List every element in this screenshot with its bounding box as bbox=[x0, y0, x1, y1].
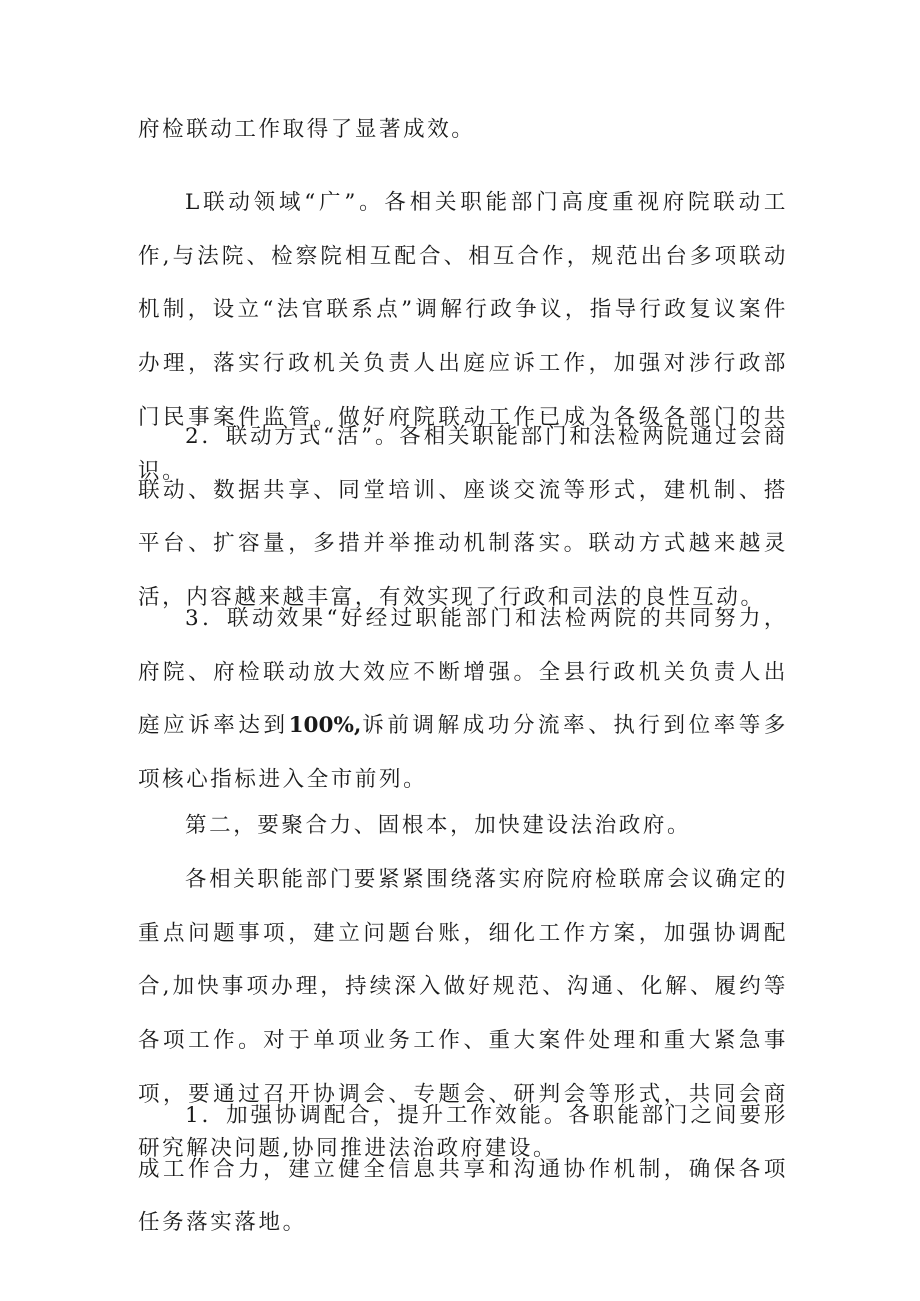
paragraph-item-3 bbox=[138, 592, 788, 807]
paragraph-item-3-text-after: 诉前调解成功分流率、执行到位率等多项核心指标进入全市前列。 bbox=[138, 713, 788, 793]
paragraph-item-1: L联动领域“广”。各相关职能部门高度重视府院联动工作,与法院、检察院相互配合、相互合作，规范出台多项联动机制，设立“法官联系点”调解行政争议，指导行政复议案件办理，落实行政机关负责人出庭应诉工作，加强对涉行政部门民事案件监管。做好府院联动工作已成为各级各部门的共识。 bbox=[138, 190, 788, 484]
paragraph-item-2: 2．联动方式“活”。各相关职能部门和法检两院通过会商联动、数据共享、同堂培训、座谈交流等形式，建机制、搭平台、扩容量，多措并举推动机制落实。联动方式越来越灵活，内容越来越丰富，有效实现了行政和司法的良性互动。 bbox=[138, 424, 788, 611]
paragraph-continuation: 府检联动工作取得了显著成效。 bbox=[138, 117, 476, 142]
section-heading-second: 第二，要聚合力、固根本，加快建设法治政府。 bbox=[185, 813, 692, 838]
paragraph-subitem-1: 1．加强协调配合，提升工作效能。各职能部门之间要形成工作合力，建立健全信息共享和沟通协作机制，确保各项任务落实落地。 bbox=[138, 1103, 788, 1236]
paragraph-item-3-text-before: 3．联动效果“好经过职能部门和法检两院的共同努力，府院、府检联动放大效应不断增强。全县行政机关负责人出庭应诉率达到 bbox=[138, 606, 788, 739]
paragraph-item-3-percentage: 100%, bbox=[288, 713, 362, 739]
paragraph-section-body: 各相关职能部门要紧紧围绕落实府院府检联席会议确定的重点问题事项，建立问题台账，细化工作方案，加强协调配合,加快事项办理，持续深入做好规范、沟通、化解、履约等各项工作。对于单项业务工作、重大案件处理和重大紧急事项，要通过召开协调会、专题会、研判会等形式，共同会商研究解决问题,协同推进法治政府建设。 bbox=[138, 867, 788, 1161]
